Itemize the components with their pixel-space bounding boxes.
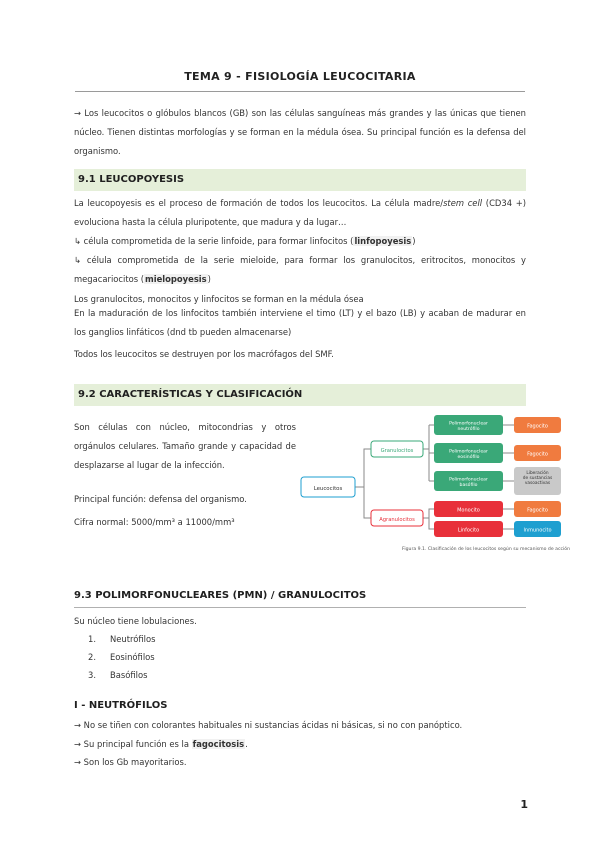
diagram-label-line: de sustancias <box>522 476 553 481</box>
list-label: Basófilos <box>110 670 148 680</box>
list-label: Neutrófilos <box>110 634 156 644</box>
diagram-label-line: vasoactivas <box>524 481 551 487</box>
liberacion-label <box>523 469 553 486</box>
classification-diagram <box>298 405 570 555</box>
neutrofilos-line-1: → No se tiñen con colorantes habituales ni sustancias ácidas ni básicas, si no con panóptico. <box>74 720 463 730</box>
lymphoid-bullet <box>74 232 526 251</box>
figure-caption: Figura 9.1. Clasificación de los leucocitos según su mecanismo de acción <box>402 547 570 552</box>
leucocitos-label: Leucocitos <box>313 486 343 492</box>
list-label: Eosinófilos <box>110 652 155 662</box>
agranulocitos-label: Agranulocitos <box>379 517 415 523</box>
linfocito-label: Linfocito <box>457 527 480 534</box>
pmn-intro: Su núcleo tiene lobulaciones. <box>74 616 197 626</box>
list-number: 3. <box>88 670 96 680</box>
granulocitos-label: Granulocitos <box>380 448 414 454</box>
mielopoyesis-highlight: mielopoyesis <box>145 274 207 284</box>
fagocitosis-highlight: fagocitosis <box>192 739 245 749</box>
maturation-paragraph: En la maduración de los linfocitos también interviene el timo (LT) y el bazo (LB) y acaban de madurar en los ganglios linfáticos (dnd tb pueden almacenarse) <box>74 308 526 337</box>
title-divider <box>75 91 525 92</box>
linfopoyesis-highlight: linfopoyesis <box>354 236 412 246</box>
text-run: La leucopoyesis es el proceso de formación de todos los leucocitos. La célula madre/ <box>74 198 444 208</box>
bone-marrow-line: Los granulocitos, monocitos y linfocitos se forman en la médula ósea <box>74 294 364 304</box>
destruction-line: Todos los leucocitos se destruyen por los macrófagos del SMF. <box>74 349 334 359</box>
page-title: TEMA 9 - FISIOLOGÍA LEUCOCITARIA <box>184 70 416 83</box>
section-heading-pmn: 9.3 POLIMORFONUCLEARES (PMN) / GRANULOCITOS <box>74 590 367 601</box>
list-number: 1. <box>88 634 96 644</box>
list-number: 2. <box>88 652 96 662</box>
diagram-label-line: neutrófilo <box>457 426 480 432</box>
text-run: ↳ célula comprometida de la serie mieloide, para formar los granulocitos, eritrocitos, monocitos y megacariocitos ( <box>74 255 526 284</box>
diagram-label-line: Polimorfonuclear <box>449 449 488 455</box>
monocito-label: Monocito <box>457 507 480 514</box>
myeloid-bullet <box>74 251 526 289</box>
pmn-list-item <box>88 648 155 666</box>
normal-count-line: Cifra normal: 5000/mm³ a 11000/mm³ <box>74 517 235 527</box>
section-heading-leucopoyesis: 9.1 LEUCOPOYESIS <box>74 169 526 191</box>
leucopoyesis-paragraph <box>74 194 526 232</box>
diagram-label-line: Polimorfonuclear <box>449 477 488 483</box>
section-heading-caracteristicas: 9.2 CARACTERÍSTICAS Y CLASIFICACIÓN <box>74 384 526 406</box>
diagram-label-line: Polimorfonuclear <box>449 421 488 427</box>
subheading-neutrofilos: I - NEUTRÓFILOS <box>74 700 168 711</box>
pmn-list-item <box>88 666 147 684</box>
intro-paragraph: → Los leucocitos o glóbulos blancos (GB) son las células sanguíneas más grandes y las únicas que tienen núcleo. Tienen distintas morfologías y se forman en la médula ósea. Su principal función es la defensa del organismo. <box>74 108 526 156</box>
text-run: ) <box>207 274 211 284</box>
stem-cell-term: stem cell <box>443 198 483 208</box>
fagocito-label-2: Fagocito <box>527 451 548 458</box>
inmunocito-label: Inmunocito <box>523 527 552 534</box>
diagram-label-line: eosinófilo <box>457 454 480 460</box>
fagocito-label-1: Fagocito <box>527 423 548 430</box>
pmn-heading-rule <box>74 607 526 608</box>
diagram-label-line: Liberación <box>526 470 549 476</box>
fagocito-label-3: Fagocito <box>527 507 548 514</box>
page-number: 1 <box>520 798 528 811</box>
neutrofilos-line-3: → Son los Gb mayoritarios. <box>74 757 187 767</box>
characteristics-paragraph: Son células con núcleo, mitocondrias y otros orgánulos celulares. Tamaño grande y capacidad de desplazarse al lugar de la infección. <box>74 422 296 470</box>
text-run: . <box>245 739 248 749</box>
text-run: ↳ célula comprometida de la serie linfoide, para formar linfocitos ( <box>74 236 354 246</box>
neutrofilos-line-2 <box>74 735 526 754</box>
text-run: ) <box>412 236 416 246</box>
main-function-line: Principal función: defensa del organismo. <box>74 494 247 504</box>
pmn-list-item <box>88 630 155 648</box>
text-run: → Su principal función es la <box>74 739 192 749</box>
text-run: (CD34 +) evoluciona hasta la célula pluripotente, que madura y da lugar… <box>74 198 526 227</box>
diagram-label-line: basófilo <box>459 482 478 488</box>
